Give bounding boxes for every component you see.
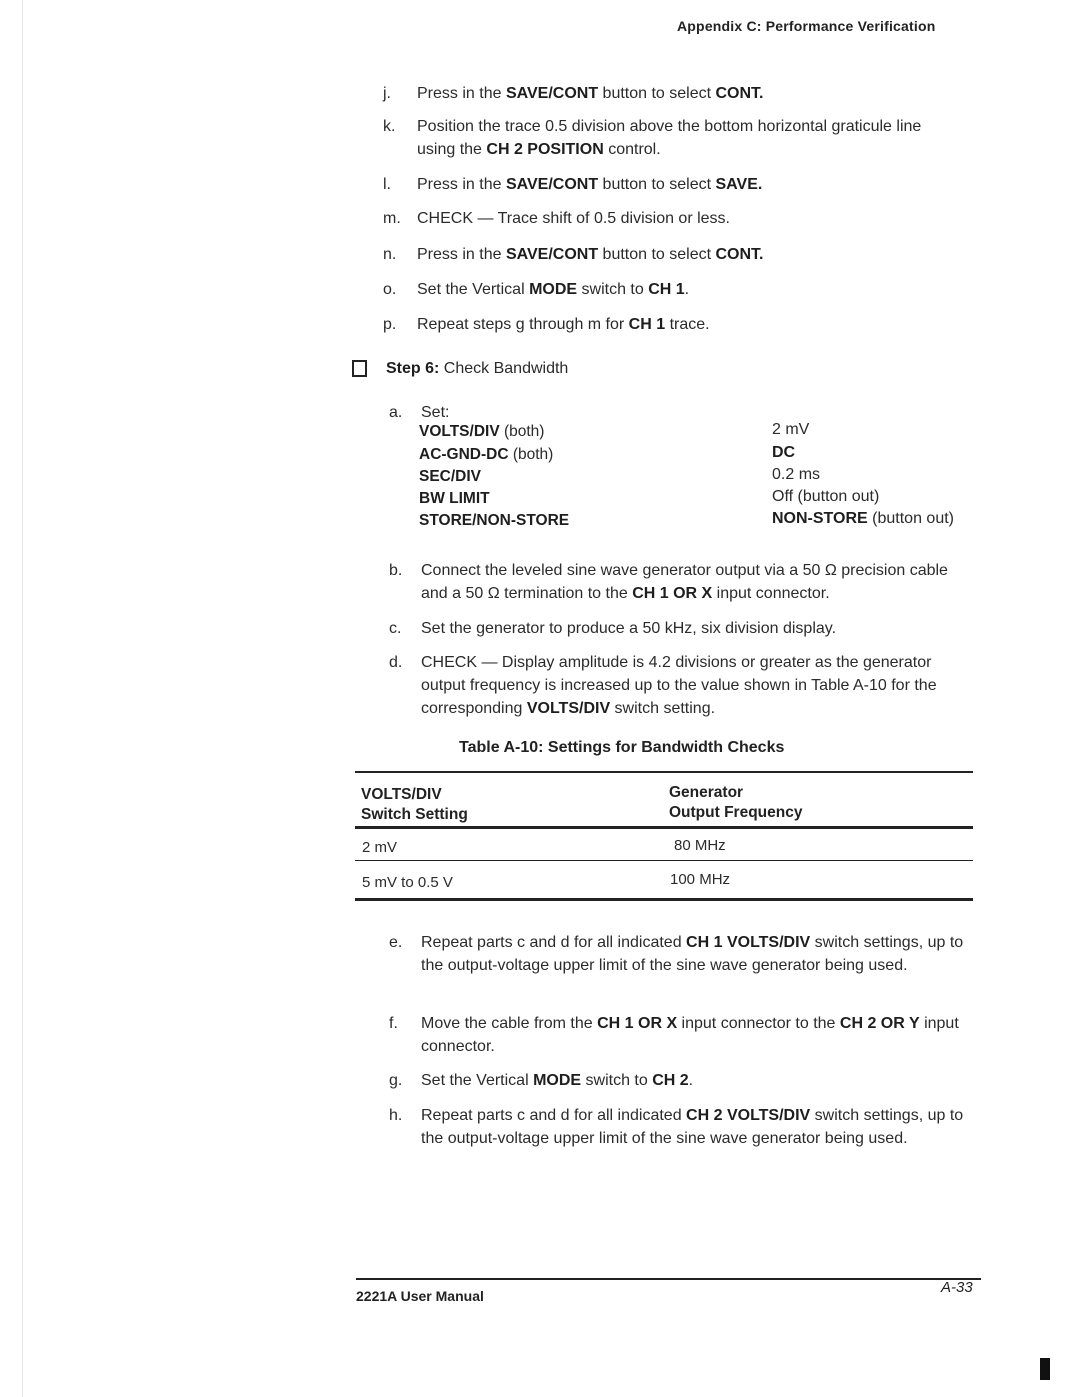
step-6-title: Check Bandwidth [443,360,569,377]
text-span: control. [603,141,661,158]
bold-text-span: DC [772,444,796,461]
table-row-2-col1: 5 mV to 0.5 V [362,874,453,891]
step-label: m. [383,210,401,227]
text-span: Repeat steps g through m for [417,316,629,333]
step-label: f. [389,1015,398,1032]
step-text [421,559,969,605]
text-span: Position the trace 0.5 division above the bottom horizontal graticule line using the [417,118,922,158]
setting-value [772,464,957,486]
text-span: button to select [598,85,716,102]
table-row-1-col2: 80 MHz [674,837,726,854]
text-span: switch setting. [610,700,716,717]
text-span: switch settings, up to the output-voltage upper limit of the sine wave generator being used. [421,1107,964,1147]
text-span: 0.2 ms [772,466,821,483]
table-header-col2-line1: Generator [669,784,744,801]
bold-text-span: SAVE/CONT [505,85,599,102]
footer-rule [356,1278,981,1280]
table-header-col2-line2: Output Frequency [669,804,803,821]
bold-text-span: CH 2 OR Y [839,1015,920,1032]
footer-page-number: A-33 [941,1279,973,1296]
step-text [417,243,963,266]
bold-text-span: CH 1 OR X [632,585,713,602]
text-span: . [684,281,690,298]
bold-text-span: CH 1 VOLTS/DIV [686,934,811,951]
bold-text-span: MODE [533,1072,582,1089]
table-header-col1-line2: Switch Setting [361,806,468,823]
page-header: Appendix C: Performance Verification [677,18,936,34]
step-label: h. [389,1107,403,1124]
bold-text-span: VOLTS/DIV [526,700,611,717]
step-label: j. [383,85,391,102]
setting-control-name: STORE/NON-STORE [419,512,570,529]
text-span: input connector to the [677,1015,840,1032]
table-header-col2 [669,783,802,823]
text-span: input connector. [712,585,830,602]
table-title: Table A-10: Settings for Bandwidth Checks [459,739,785,756]
bold-text-span: CH 2 VOLTS/DIV [686,1107,811,1124]
text-span: Set the Vertical [421,1072,534,1089]
table-header-col1 [361,785,468,825]
setting-qualifier: (both) [499,423,545,440]
bold-text-span: SAVE/CONT [505,246,599,263]
text-span: (button out) [867,510,954,527]
step-text [421,617,969,640]
bold-text-span: CONT. [715,85,764,102]
table-top-rule [355,771,973,773]
bold-text-span: CH 1 OR X [597,1015,678,1032]
table-row-1-col1: 2 mV [362,839,398,856]
bold-text-span: SAVE. [715,176,763,193]
bold-text-span: CH 1 [648,281,685,298]
text-span: switch settings, up to the output-voltage upper limit of the sine wave generator being used. [421,934,964,974]
step-label: o. [383,281,397,298]
step-checkbox[interactable] [352,360,367,377]
setting-value [772,419,957,441]
bold-text-span: NON-STORE [772,510,868,527]
step-a-text: Set: [421,404,450,421]
text-span: Set the generator to produce a 50 kHz, six division display. [421,620,837,637]
step-a-label: a. [389,404,403,421]
bold-text-span: CH 1 [628,316,666,333]
step-text [417,313,963,336]
text-span: Press in the [417,176,506,193]
text-span: trace. [665,316,710,333]
setting-name [419,444,553,466]
bold-text-span: CH 2 POSITION [486,141,604,158]
setting-control-name: SEC/DIV [419,468,482,485]
step-label: e. [389,934,403,951]
step-text [417,278,963,301]
text-span: CHECK — Display amplitude is 4.2 divisions or greater as the generator output frequency is increased up to the value shown in Table A-10 for the corresponding [421,654,937,717]
setting-name [419,421,544,443]
text-span: Set the Vertical [417,281,530,298]
setting-value [772,442,957,464]
text-span: Repeat parts c and d for all indicated [421,934,687,951]
step-label: l. [383,176,391,193]
step-text [421,1012,969,1058]
setting-qualifier: (both) [508,446,554,463]
step-6-heading [386,358,568,380]
step-text [421,1069,969,1092]
bold-text-span: MODE [529,281,578,298]
text-span: switch to [577,281,649,298]
setting-value [772,486,957,508]
footer-manual-title: 2221A User Manual [356,1288,484,1304]
scan-margin-line [22,0,23,1397]
step-6-label: Step 6: [386,360,440,377]
table-header-col1-line1: VOLTS/DIV [361,786,442,803]
text-span: button to select [598,176,716,193]
setting-name [419,510,569,532]
text-span: Move the cable from the [421,1015,598,1032]
step-label: c. [389,620,402,637]
step-text [417,115,963,161]
step-text [417,207,963,230]
step-label: n. [383,246,397,263]
bold-text-span: CONT. [715,246,764,263]
text-span: 2 mV [772,421,810,438]
setting-name [419,488,490,510]
scan-edge-mark [1040,1358,1050,1380]
setting-name [419,466,481,488]
setting-value [772,508,957,530]
table-row-rule [355,860,973,861]
bold-text-span: SAVE/CONT [505,176,599,193]
text-span: button to select [598,246,716,263]
text-span: switch to [581,1072,653,1089]
text-span: input connector. [421,1015,959,1055]
text-span: CHECK — Trace shift of 0.5 division or less. [417,210,730,227]
step-label: g. [389,1072,403,1089]
text-span: Repeat parts c and d for all indicated [421,1107,687,1124]
step-text [417,173,963,196]
text-span: . [688,1072,694,1089]
step-text [421,1104,969,1150]
step-text [421,931,969,977]
table-row-2-col2: 100 MHz [670,871,731,888]
text-span: Press in the [417,246,506,263]
setting-control-name: VOLTS/DIV [419,423,500,440]
step-text [417,82,963,105]
step-text [421,651,969,720]
table-header-rule [355,826,973,829]
text-span: Press in the [417,85,506,102]
text-span: Connect the leveled sine wave generator output via a 50 Ω precision cable and a 50 Ω termination to the [421,562,948,602]
step-label: p. [383,316,397,333]
table-bottom-rule [355,898,973,901]
setting-control-name: BW LIMIT [419,490,490,507]
step-label: b. [389,562,403,579]
setting-control-name: AC-GND-DC [419,446,509,463]
text-span: Off (button out) [772,488,880,505]
step-label: k. [383,118,396,135]
step-label: d. [389,654,403,671]
bold-text-span: CH 2 [652,1072,689,1089]
